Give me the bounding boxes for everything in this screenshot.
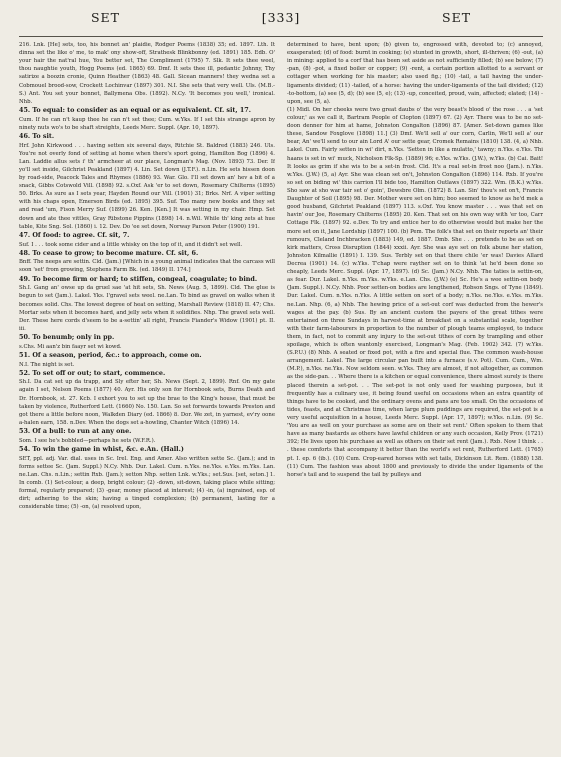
dictionary-paragraph: 49. To become firm or hard; to stiffen, congeal, coagulate; to bind.: [19, 274, 258, 283]
dictionary-paragraph: Sh.I. Gang an' owse up da gruel sae 'at hit sets, Sh. News (Aug. 5, 1899). Cld. The glue is begun to set (Jam.). Lakel. Yks. I'gravel sets weel. ne.Lan. To bind as gravel on walks when it becomes solid. Chs. The lowest degree of heat on setting, Marshall Review (1818) II. 47; Chs. Mortar sets when it becomes hard, and jelly sets when it solidifies. Nhp. The gravel sets well. Der. These here cords d'seem to be a-settin' all right, Francis Fiander's Widow (1901) pt. II. iii.: [19, 285, 275, 332]
right-column: [287, 41, 543, 756]
header-rule: [19, 36, 543, 37]
dictionary-paragraph: 47. Of food: to agree. Cf. sit, 7.: [19, 230, 130, 239]
dictionary-paragraph: 46. To sit.: [19, 131, 55, 140]
dictionary-paragraph: 45. To equal: to consider as an equal or as equivalent. Cf. sit, 17.: [19, 105, 251, 114]
dictionary-paragraph: 50. To benumb; only in pp.: [19, 332, 115, 341]
left-column: [19, 41, 275, 756]
dictionary-paragraph: (1) Midl. On her cheeks were two great daubs o' the very beast's blood o' the rose . . . a 'set colour,' as we call it, Bartram People of Clopton (1897) 67. (2) Ayr. There was to be no set-doon denner for him at hame, Johnston Congalton (1896) 87. [Amer. Set-down games like these, Sandow Foxglove (1898) 11.] (3) Dmf. We'll sell a' our corn, Carlin, We'll sell a' our bear, An' we'll send to our ain Lord A' our sette gear, Cromek Remains (1810) 138. (4, a) Nhb. Lakel. Cum. Fairly setten in wi' dirt, n.Yks. 'Setten in like a mulatto,' tawny; n.Yks. e.Yks. Thi haans is set in wi' muck, Nicholson Flk-Sp. (1889) 96; e.Yks. w.Yks. (J.W.), w.Yks. (b) Cai. Bait! It looks as grim if she wis to be a set-in frost. Cld. It's a real set-in frost noo (Jam.). n.Yks. w.Yks. (J.W.) (5, a) Ayr. She was clean set on't, Johnston Congalton (1896) 114. Rxb. If you're so set on biding wi' this carrion I'll bide too, Hamilton Outlaws (1897) 322. Wm. (B.K.) w.Yks. Sho saw at sho war tair set o' goin', Dewsbre Olm. (1872) 8. Lan. Sin' thou's set on't, Francis Daughter of Soil (1895) 98. Der. Mother were set on him; boo seemed to know as he'd mek a good husband, Gilchrist Peakland (1897) 113. s.Oxf. You know master . . . was that set on havin' our Joe, Rosemary Chilterns (1895) 20. Ken. That set on his own way with 'er too, Carr Cottage Flk. (1897) 92. e.Dev. To try and entice her to do otherwise would but make her the more set on it, Jane Lordship (1897) 100. (b) Pem. The folk's that set on their reports an' their rumours, Cleland Inchbracken (1883) 149, ed. 1887. Dmb. She . . . pretends to be as set on kirk matters, Cross Disruption (1844) xxxii. Ayr. She was aye set on folk abune her station, Johnston Kilmallie (1891) I. 139. Sus. Terbly set on that there chile 'er was! Davies Allard Decrea (1901) 14. (c) w.Yks. T'chap were rayther set on to think 'at he'd been done so cheaply, Leeds Merc. Suppl. (Apr. 17, 1897). (d) Sc. (Jam.) N.Cy. Nhb. The taties is settin-on, as fear. Dur. Lakel. n.Yks. m.Yks. w.Yks. e.Lan. Chs. (J.W.) (e) Sc. He's a wee settin-on body (Jam. Suppl.). N.Cy. Nhb. Poor setten-on bodies are lengthened, Robson Sngs. of Tyne (1849). Dur. Lakel. Cum. n.Yks. n.Yks. A little setten on sort of a body; n.Yks. ne.Yks. e.Yks. m.Yks. ne.Lan. Nhp. (6, a) Nhb. The hewing price of a set-out corf was deducted from the hewer's wages at the pay. (b) Sus. By an ancient custom the payers of the great tithes were entertained on three Sundays in harvest-time at breakfast on a substantial scale, together with their farm-labourers in proportion to the number of plough teams employed, to induce them, in fact, not to commit any injury to the set-out tithes of corn by trampling and other spoilage, which is often wantonly exercised, Longman's Mag. (Feb. 1902) 342. (7) w.Yks. (S.P.U.) (8) Nhb. A seated or fixed pot, with a fire and special flue. The common wash-house arrangement. Lakel. The large circular pan built into a furnace (s.v. Pot). Cum. Cum., Wm. (M.P.), n.Yks. ne.Yks. Now seldom seen. w.Yks. They are almost, if not altogether, as common as the side-pan. . . Where there is a kitchen or equal convenience, there almost surely is there placed therein a set-pot. . . The set-pot is not only used for washing purposes, but it frequently has a culinary use, it being found useful on occasions when an extra quantity of things have to be cooked, and the ordinary ovens and pans are too small. On the occasions of tides, feasts, and at Christmas time, when large plum puddings are required, the set-pot is a very useful acquisition in a house, Leeds Merc. Suppl. (Apr. 17, 1897); w.Yks. n.Lin. (9) Sc. 'You are as well on your purchase as some are on their set rent.' Often spoken to them that have as many bastards as others have lawful children or any such occasion, Kelly Prov. (1721) 392; He lives upon his purchase as well as others on their set rent (Jam.). Rxb. Now I think . . . these comforts that accompany it better than the world's set rent, Rutherford Lett. (1765) pt. I. ep. 6 (ib.). (10) Cum. Crop-eared horses with set tails, Dickinson Lit. Rem. (1888) 138. (11) Cum. The fashion was about 1800 and previously to divide the under ligaments of the horse's tail and to suspend the tail by pulleys and: [287, 106, 543, 478]
dictionary-paragraph: Bnff. The neeps are settin. Cld. (Jam.) [Which in a young animal indicates that the carcass will soon 'set' from growing, Stephens Farm Bk. (ed. 1849) II. 174.]: [19, 259, 275, 274]
dictionary-paragraph: determined to have, bent upon; (b) given to, engrossed with, devoted to; (c) annoyed, exasperated; (d) of food: burnt in cooking; (e) stunted in growth, short, ill-thriven; (6) -out, (a) in mining: applied to a corf that has been set aside as not sufficiently filled; (b) see below; (7) -pan, (8) -pot, a fixed boiler or copper; (9) -rent, a certain portion allotted to a servant or cottager when working for his master; also used fig.; (10) -tail, a tail having the under-ligaments divided; (11) -tailed, of a horse: having the under-ligaments of the tail divided; (12) -to-bottom, (a) see (5, d); (b) see (5, e); (13) -up, conceited, proud, vain, affected; elated; (14) -upon, see (5, a).: [287, 42, 543, 105]
running-header: [19, 10, 543, 36]
dictionary-paragraph: s.Chs. Mi aan'z bin faayr set wi kowd.: [19, 343, 122, 350]
page-number: [333]: [261, 10, 301, 25]
dictionary-paragraph: Cum. If he can n't kaup thee he can n't set thee; Cum. w.Yks. If I set this strange apron by ninety nuts wo's to be shaft streights, Leeds Merc. Suppl. (Apr. 10, 1897).: [19, 116, 275, 131]
dictionary-paragraph: 52. To set off or out; to start, commence.: [19, 368, 166, 377]
dictionary-paragraph: Sh.I. Da cat set up da trapp, and Sly efter her, Sh. News (Sept. 2, 1899). Rnf. On my gate again I set, Nelson Poems (1877) 40. Ayr. His only son for Hornbook sets, Burns Death and Dr. Hornbook, st. 27. Kcb. I exhort you to set up the brae to the King's house, that must be taken by violence, Rutherford Lett. (1660) No. 150. Lan. So set forwards towards Preston and got there a little before noon, Walkden Diary (ed. 1866) 8. Dor. We zet, in yarnest, ev'ry oone a-halen earn, 158. n.Dev. When the dogs set a-howling, Chanter Witch (1896) 14.: [19, 379, 275, 426]
two-column-body: [19, 41, 543, 756]
dictionary-paragraph: 216. Lnk. [He] sets, too, his bonnet an' plaidie, Rodger Poems (1838) 35; ed. 1897. Lth. It dinna set the like o' me, to mak' ony show-off, Strathesk Blinkbonny (ed. 1891) 185. Edb. O' your hair the nat'ral hue, You better set, The Compliment (1795) 7. Slk. It sets thee weel, thou naughtie youth, Hogg Poems (ed. 1865) 69. Dmf. It sets thee ill, pedantic Johnny, Thy satirize a boozin cronie, Quinn Heather (1863) 48. Gall. Sicean manners! they wedna set a Cobmouel brood-sow, Crockett Lochinvar (1897) 301. N.I. She sets that very well. Uls. (M.B.-S.) Ant. You set your bonnet, Ballymena Obs. (1892). N.Cy. 'It becomes you well,' ironical. Nhb.: [19, 42, 275, 105]
dictionary-paragraph: SET, ppl. adj. Var. dial. uses in Sc. Irel. Eng. and Amer. Also written sette Sc. (Jam.); and in forms settee Sc. (Jam. Suppl.) N.Cy. Nhb. Dur. Lakel. Cum. n.Yks. ne.Yks. e.Yks. m.Yks. Lan. ne.Lan. Chs. n.Lin.; settin Rxb. (Jam.); setton Nhp. setten Lnk. w.Yks.; set.Sus. [set, setən.] 1. In comb. (1) Set-colour, a deep, bright colour; (2) -down, sit-down, taking place while sitting; formal, regularly prepared; (3) -gear, money placed at interest; (4) -in, (a) ingrained, esp. of dirt; adhering to the skin; having a tinged complexion; (b) permanent, lasting for a considerable time; (5) -on, (a) resolved upon,: [19, 455, 275, 511]
dictionary-paragraph: 51. Of a season, period, &c.: to approach, come on.: [19, 350, 202, 359]
dictionary-paragraph: Hrf. John Kirkwood . . . having setten six several days, Ritchie St. Baldred (1883) 246. Uls. You're not overly fond of setting at home when there's sport going, Hamilton Bog (1896) 4. Lan. Laddie allus sets i' th' armcheer at our place, Longman's Mag. (Nov. 1893) 73. Der. If yo'll set inside, Gilchrist Peakland (1897) 4. Lin. Set down (J.T.F.). n.Lin. He sets hissen doon by road-side, Peacock Tales and Rhymes (1886) 93. War. Glo. I'll set down an' hev a bit of a snack, Gibbs Cotswold Vill. (1898) 92. s.Oxf. Ask 'er to set down, Rosemary Chilterns (1895) 50. Brks. As sure as I sets year, Hayden Round our Vill. (1901) 31; Brks. Nrf. A viper setting with his chaps open, Emerson Birds (ed. 1895) 395. Suf. Too many new books and they set and read 'um, Fison Merry Suf. (1899) 26. Ken. [Ken.] It was setting in my chair. Hmp. Set down and ate thee vittles, Gray Ribstone Pippins (1898) 14. n.Wil. While th' king zets at hue table, Kite Sng. Sol. (1860) i. 12. Dev. Do 'ee set down, Norway Parson Peter (1900) 191.: [19, 142, 275, 230]
header-headword-left: SET: [90, 10, 120, 25]
dictionary-paragraph: Suf. I . . . took some cider and a little whisky on the top of it, and it didn't set well.: [19, 241, 243, 248]
dictionary-paragraph: N.I. The night is set.: [19, 361, 75, 368]
dictionary-paragraph: 53. Of a bull: to run at any one.: [19, 427, 132, 436]
dictionary-paragraph: 54. To win the game in whist, &c. e.An. (Hall.): [19, 444, 184, 453]
dictionary-paragraph: 48. To cease to grow; to become mature. Cf. sit, 6.: [19, 248, 199, 257]
dictionary-paragraph: Som. I see he's bobbled—perhaps he sets (W.F.R.).: [19, 437, 156, 444]
header-headword-right: SET: [442, 10, 472, 25]
